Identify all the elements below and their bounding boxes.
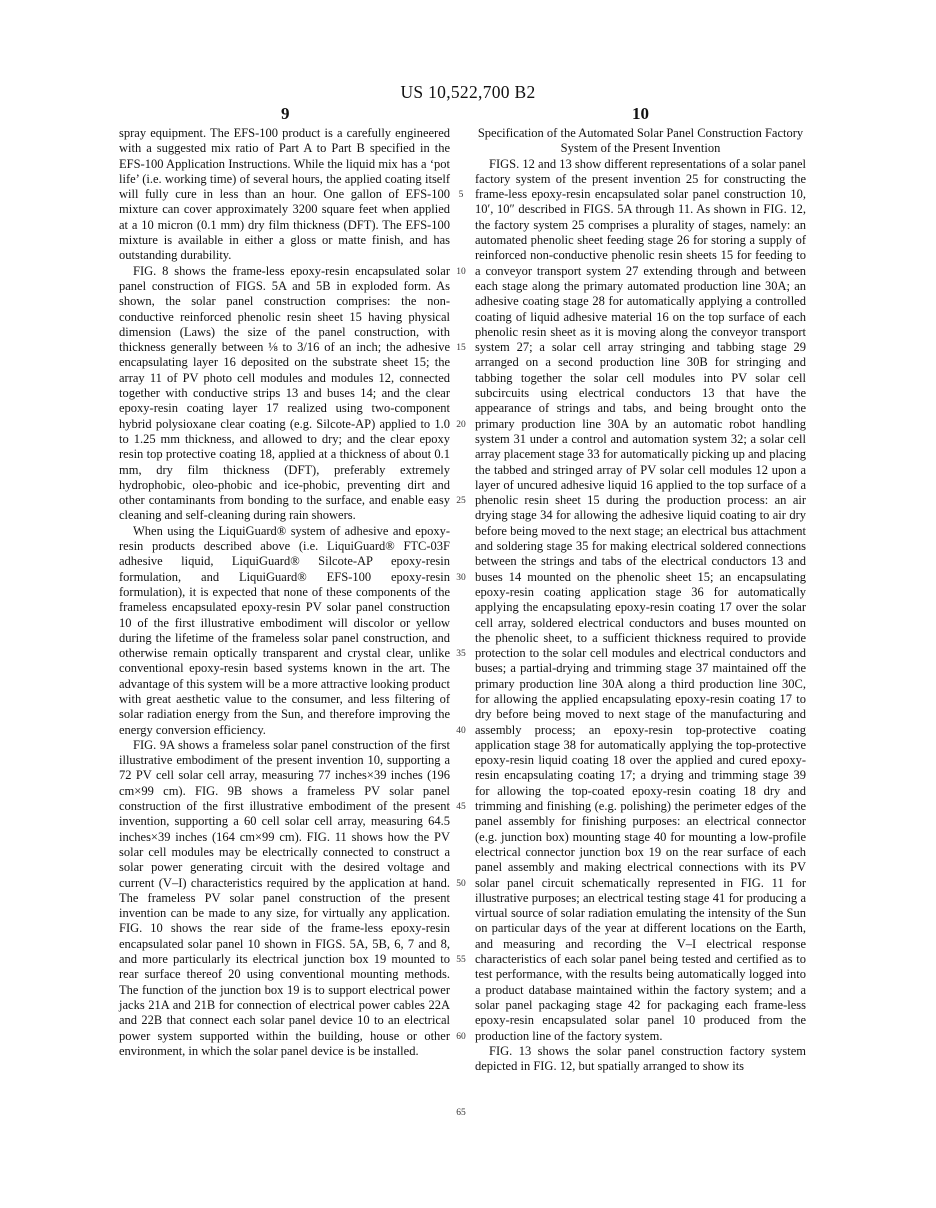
patent-number: US 10,522,700 B2 [400,82,536,102]
right-paragraph: FIG. 13 shows the solar panel construction factory system depicted in FIG. 12, but spatially arranged to show its [475,1043,806,1074]
line-number: 5 [458,190,464,200]
right-paragraph: FIGS. 12 and 13 show different representations of a solar panel factory system of the present invention 25 for constructing the frame-less epoxy-resin encapsulated solar panel construction 10, 10′, 10″ described in FIGS. 5A through 11. As shown in FIG. 12, the factory system 25 comprises a plurality of stages, namely: an automated phenolic sheet feeding stage 26 for storing a supply of reinforced non-conductive phenolic resin sheets 15 for feeding to a conveyor transport system 27 extending through and between each stage along the primary automated production line 30A; an adhesive coating stage 28 for automatically applying a controlled coating of liquid adhesive material 16 on the top surface of each phenolic resin sheet as it is moving along the conveyor transport system 27; a solar cell array stringing and tabbing stage 29 arranged on a second production line 30B for stringing and tabbing together the solar cell modules into PV solar cell subcircuits using electrical conductors 13 that have the appearance of strings and tabs, and being brought onto the primary production line 30A by an automatic robot handling system 31 under a control and automation system 32; a solar cell array placement stage 33 for automatically picking up and placing the tabbed and stringed array of PV solar cell modules 12 upon a layer of uncured adhesive liquid 16 applied to the top surface of a phenolic resin sheet 15 during the production process: an air drying stage 34 for allowing the adhesive liquid coating to air dry before being moved to the next stage; an electrical bus attachment and soldering stage 35 for making electrical soldered connections between the strings and tabs of the electrical conductors 13 and buses 14 mounted on the phenolic sheet 15; an encapsulating epoxy-resin coating application stage 36 for automatically applying the encapsulating epoxy-resin coating 17 over the solar cell array, soldered electrical conductors and buses mounted on the phenolic sheet, to a sufficient thickness required to provide protection to the solar cell modules and electrical conductors and buses; a partial-drying and trimming stage 37 maintained off the primary production line 30A along a third production line 30C, for allowing the applied encapsulating epoxy-resin coating 17 to dry before being moved to next stage of the manufacturing and assembly process; an epoxy-resin top-protective coating application stage 38 for automatically applying the top-protective epoxy-resin liquid coating 18 over the applied and cured epoxy-resin encapsulating coating 17; a drying and trimming stage 39 for allowing the top-coated epoxy-resin coating 18 dry and trimming and finishing (e.g. polishing) the perimeter edges of the panel assembly for finishing purposes: an electrical connector (e.g. junction box) mounting stage 40 for mounting a low-profile electrical connector junction box 19 on the rear surface of each panel assembly and making electrical connections with its PV solar panel circuit schematically represented in FIG. 11 for illustrative purposes; an electrical testing stage 41 for producing a virtual source of solar radiation emulating the intensity of the Sun on particular days of the year at different locations on the Earth, and measuring and recording the V–I electrical response characteristics of each solar panel being tested and certified as to test performance, with the results being automatically logged into a product database maintained within the factory system; and a solar panel packaging stage 42 for packaging each frame-less epoxy-resin encapsulated solar panel 10 produced from the production line of the factory system. [475,156,806,1043]
left-paragraph: When using the LiquiGuard® system of adhesive and epoxy-resin products described above (i.e. LiquiGuard® FTC-03F adhesive liquid, LiquiGuard® Silcote-AP epoxy-resin formulation, and LiquiGuard® EFS-100 epoxy-resin formulation), it is expected that none of these components of the frameless encapsulated epoxy-resin PV solar panel construction 10 of the first illustrative embodiment will discolor or yellow during the lifetime of the frameless solar panel construction, and otherwise remain optically transparent and crystal clear, unlike conventional epoxy-resin based systems known in the art. The advantage of this system will be a more attractive looking product with great aesthetic value to the consumer, and less filtering of solar radiation energy from the Sun, and therefore improving the energy conversion efficiency. [119,523,450,737]
line-number: 50 [456,879,466,889]
line-number: 25 [456,496,466,506]
section-heading: Specification of the Automated Solar Panel Construction Factory System of the Present Invention [477,126,804,156]
right-column [475,126,806,1074]
line-number: 65 [456,1108,466,1118]
left-paragraph: spray equipment. The EFS-100 product is a carefully engineered with a suggested mix ratio of Part A to Part B specified in the EFS-100 Application Instructions. While the liquid mix has a ‘pot life’ (i.e. working time) of several hours, the applied coating itself will fully cure in less than an hour. One gallon of EFS-100 mixture can cover approximately 3200 square feet when applied at a 10 micron (0.1 mm) dry film thickness (DFT). The EFS-100 mixture is available in either a gloss or matte finish, and has outstanding durability. [119,126,450,263]
line-number: 40 [456,726,466,736]
right-page-number: 10 [632,104,649,123]
line-number: 45 [456,802,466,812]
line-number: 60 [456,1032,466,1042]
line-number: 10 [456,267,466,277]
left-page-number: 9 [281,104,290,123]
line-number-gutter [450,126,472,1156]
left-column [119,126,450,1059]
line-number: 30 [456,573,466,583]
line-number: 15 [456,343,466,353]
line-number: 35 [456,649,466,659]
left-paragraph: FIG. 8 shows the frame-less epoxy-resin encapsulated solar panel construction of FIGS. 5A and 5B in exploded form. As shown, the solar panel construction comprises: the non-conductive reinforced phenolic resin sheet 15 having physical dimension (Laws) the size of the panel construction, with thickness generally between ⅛ to 3/16 of an inch; the adhesive encapsulating layer 16 deposited on the substrate sheet 15; the array 11 of PV photo cell modules and modules 12, connected together with conductive strips 13 and buses 14; and the clear epoxy-resin coating layer 17 realized using two-component hybrid polysioxane clear coating (e.g. Silcote-AP) applied to 1.0 to 1.25 mm thickness, and allowed to dry; and the clear epoxy resin top protective coating 18, applied at a thickness of about 0.1 mm, dry film thickness (DFT), preferably extremely hydrophobic, oleo-phobic and ice-phobic, preventing dirt and other contaminants from bonding to the surface, and enable easy cleaning and self-cleaning during rain showers. [119,263,450,523]
line-number: 55 [456,955,466,965]
left-paragraph: FIG. 9A shows a frameless solar panel construction of the first illustrative embodiment of the present invention 10, supporting a 72 PV cell solar cell array, measuring 77 inches×39 inches (196 cm×99 cm). FIG. 9B shows a frameless PV solar panel construction of the first illustrative embodiment of the present invention, supporting a 60 cell solar cell array, measuring 64.5 inches×39 inches (164 cm×99 cm). FIG. 11 shows how the PV solar cell modules may be electrically connected to construct a solar power generating circuit with the desired voltage and current (V–I) characteristics required by the application at hand. The frameless PV solar panel construction of the present invention can be made to any size, for virtually any application. FIG. 10 shows the rear side of the frame-less epoxy-resin encapsulated solar panel 10 shown in FIGS. 5A, 5B, 6, 7 and 8, and more particularly its electrical junction box 19 mounted to rear surface thereof 20 using conventional mounting methods. The function of the junction box 19 is to support electrical power jacks 21A and 21B for connection of electrical power cables 22A and 22B that connect each solar panel device 10 to an electrical power system supported within the building, house or other environment, in which the solar panel device is be installed. [119,737,450,1058]
line-number: 20 [456,420,466,430]
